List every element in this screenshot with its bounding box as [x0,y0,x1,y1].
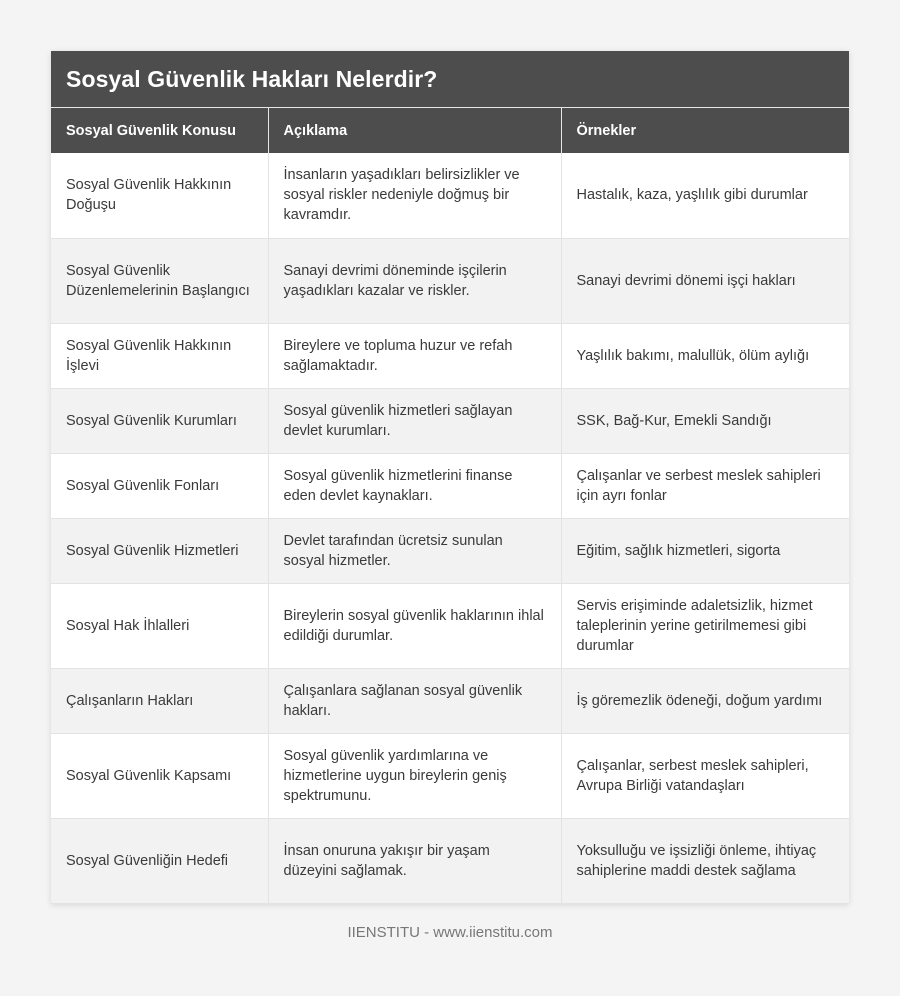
cell-description: Sosyal güvenlik hizmetlerini finanse eden devlet kaynakları. [268,453,561,518]
table-row [51,238,849,323]
cell-description: Bireylerin sosyal güvenlik haklarının ihlal edildiği durumlar. [268,583,561,668]
table-row [51,388,849,453]
footer-credit: IIENSTITU - www.iienstitu.com [347,924,553,941]
cell-examples: Çalışanlar ve serbest meslek sahipleri için ayrı fonlar [561,453,849,518]
cell-description: Sosyal güvenlik yardımlarına ve hizmetlerine uygun bireylerin geniş spektrumunu. [268,733,561,818]
cell-examples: Servis erişiminde adaletsizlik, hizmet taleplerinin yerine getirilmemesi gibi durumlar [561,583,849,668]
title-bar [51,51,849,108]
cell-description: Bireylere ve topluma huzur ve refah sağlamaktadır. [268,323,561,388]
cell-topic: Sosyal Güvenlik Kurumları [51,388,268,453]
cell-examples: Yaşlılık bakımı, malullük, ölüm aylığı [561,323,849,388]
cell-topic: Sosyal Güvenlik Düzenlemelerinin Başlangıcı [51,238,268,323]
cell-description: İnsan onuruna yakışır bir yaşam düzeyini sağlamak. [268,818,561,903]
cell-description: İnsanların yaşadıkları belirsizlikler ve sosyal riskler nedeniyle doğmuş bir kavramdır. [268,153,561,238]
table-row [51,453,849,518]
column-header-examples: Örnekler [561,108,849,153]
table-row [51,323,849,388]
cell-topic: Sosyal Güvenlik Hizmetleri [51,518,268,583]
cell-topic: Sosyal Hak İhlalleri [51,583,268,668]
cell-examples: Çalışanlar, serbest meslek sahipleri, Avrupa Birliği vatandaşları [561,733,849,818]
table-row [51,668,849,733]
cell-examples: Yoksulluğu ve işsizliği önleme, ihtiyaç sahiplerine maddi destek sağlama [561,818,849,903]
social-security-table [51,108,849,904]
cell-description: Sosyal güvenlik hizmetleri sağlayan devlet kurumları. [268,388,561,453]
cell-topic: Sosyal Güvenlik Hakkının İşlevi [51,323,268,388]
table-row [51,518,849,583]
column-header-description: Açıklama [268,108,561,153]
table-header-row [51,108,849,153]
cell-examples: Eğitim, sağlık hizmetleri, sigorta [561,518,849,583]
table-row [51,733,849,818]
table-row [51,153,849,238]
table-row [51,818,849,903]
table-card [51,51,849,904]
cell-topic: Sosyal Güvenlik Fonları [51,453,268,518]
cell-topic: Sosyal Güvenlik Hakkının Doğuşu [51,153,268,238]
cell-examples: SSK, Bağ-Kur, Emekli Sandığı [561,388,849,453]
table-row [51,583,849,668]
cell-examples: İş göremezlik ödeneği, doğum yardımı [561,668,849,733]
page-title: Sosyal Güvenlik Hakları Nelerdir? [66,65,438,92]
cell-topic: Sosyal Güvenlik Kapsamı [51,733,268,818]
cell-examples: Sanayi devrimi dönemi işçi hakları [561,238,849,323]
cell-examples: Hastalık, kaza, yaşlılık gibi durumlar [561,153,849,238]
cell-description: Devlet tarafından ücretsiz sunulan sosyal hizmetler. [268,518,561,583]
cell-description: Sanayi devrimi döneminde işçilerin yaşadıkları kazalar ve riskler. [268,238,561,323]
cell-topic: Çalışanların Hakları [51,668,268,733]
column-header-topic: Sosyal Güvenlik Konusu [51,108,268,153]
cell-description: Çalışanlara sağlanan sosyal güvenlik hakları. [268,668,561,733]
cell-topic: Sosyal Güvenliğin Hedefi [51,818,268,903]
